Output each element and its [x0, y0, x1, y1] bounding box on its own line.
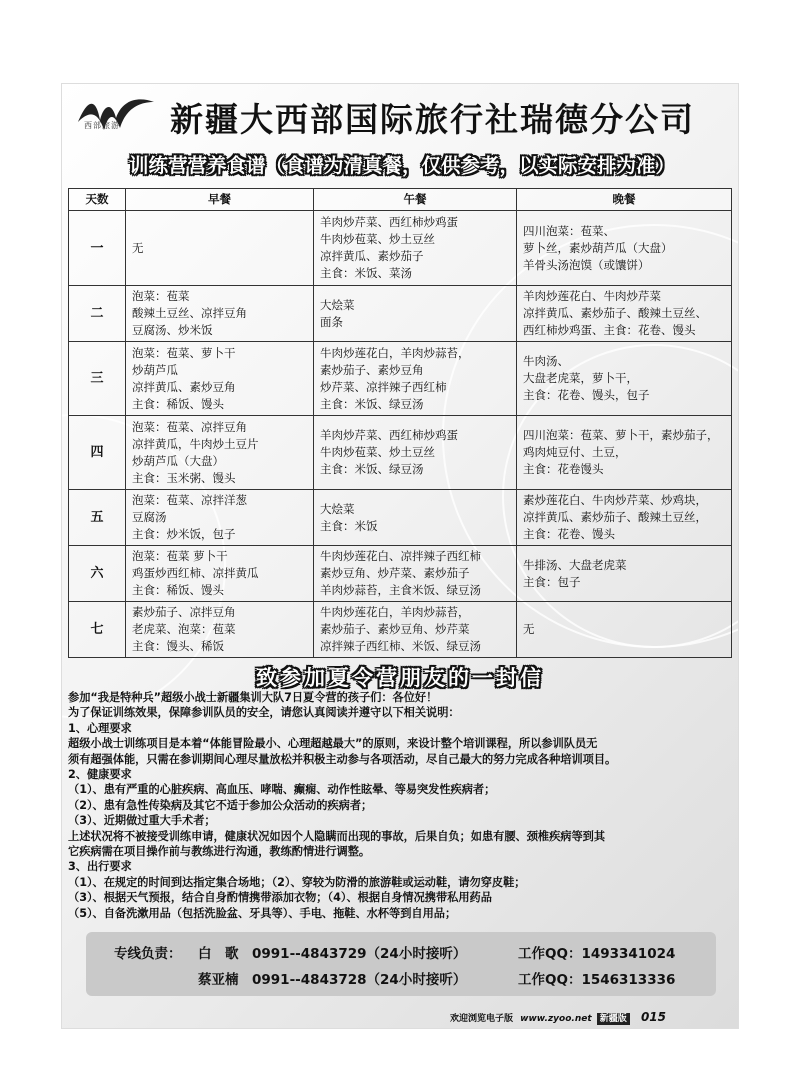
menu-subtitle: 训练营营养食谱（食谱为清真餐，仅供参考，以实际安排为准）	[128, 154, 675, 177]
dinner-cell	[517, 416, 732, 490]
lunch-item: 牛肉炒苞菜、炒土豆丝	[320, 445, 435, 459]
page-number: 015	[640, 1010, 667, 1024]
contact-name: 蔡亚楠	[198, 972, 239, 988]
lunch-cell	[314, 602, 517, 658]
lunch-item: 素炒茄子、素炒豆角、炒芹菜	[320, 622, 470, 636]
breakfast-item: 泡菜：苞菜	[132, 289, 190, 303]
dinner-item: 鸡肉炖豆付、土豆，	[523, 445, 627, 459]
lunch-item: 大烩菜	[320, 297, 355, 312]
breakfast-item: 无	[132, 240, 144, 255]
lunch-cell	[314, 546, 517, 602]
lunch-item: 主食：米饭、菜汤	[320, 266, 412, 280]
dinner-item: 主食：花卷馒头	[523, 462, 604, 476]
breakfast-item: 主食：炒米饭，包子	[132, 527, 236, 541]
footer-text: 欢迎浏览电子版	[450, 1014, 514, 1024]
breakfast-item: 素炒茄子、凉拌豆角	[132, 605, 236, 619]
footer-badge: 新疆版	[597, 1013, 630, 1025]
lunch-item: 牛肉炒莲花白，羊肉炒蒜苔，	[320, 605, 470, 619]
breakfast-item: 豆腐汤、炒米饭	[132, 323, 213, 337]
lunch-cell	[314, 416, 517, 490]
breakfast-cell	[126, 546, 314, 602]
lunch-item: 牛肉炒莲花白、凉拌辣子西红柿	[320, 549, 481, 563]
letter-line: 2、健康要求	[68, 768, 132, 782]
breakfast-item: 泡菜：苞菜、凉拌豆角	[132, 419, 247, 434]
breakfast-cell	[126, 211, 314, 286]
breakfast-item: 豆腐汤	[132, 510, 167, 524]
lunch-cell	[314, 342, 517, 416]
breakfast-item: 凉拌黄瓜，牛肉炒土豆片	[132, 436, 259, 451]
footer-url[interactable]: www.zyoo.net	[520, 1014, 592, 1024]
breakfast-item: 主食：稀饭、馒头	[132, 583, 224, 597]
dinner-item: 主食：花卷、馒头，包子	[523, 388, 650, 402]
header-lunch: 午餐	[314, 189, 517, 211]
lunch-item: 炒芹菜、凉拌辣子西红柿	[320, 379, 447, 394]
contact-row	[86, 968, 716, 990]
menu-row	[69, 416, 732, 490]
contact-label: 专线负责：	[114, 946, 182, 962]
day-cell: 一	[69, 211, 126, 286]
dinner-item: 主食：包子	[523, 574, 581, 589]
company-name: 新疆大西部国际旅行社瑞德分公司	[170, 100, 695, 139]
day-cell: 七	[69, 602, 126, 658]
dinner-cell	[517, 602, 732, 658]
dinner-cell	[517, 546, 732, 602]
contact-name: 白 歌	[198, 946, 239, 962]
lunch-item: 牛肉炒莲花白，羊肉炒蒜苔，	[320, 345, 470, 360]
letter-title: 致参加夏令营朋友的一封信	[256, 666, 544, 690]
lunch-cell	[314, 211, 517, 286]
breakfast-item: 凉拌黄瓜、素炒豆角	[132, 379, 236, 394]
company-logo-icon	[74, 94, 156, 144]
breakfast-item: 炒葫芦瓜	[132, 362, 178, 377]
lunch-item: 大烩菜	[320, 501, 355, 516]
breakfast-item: 老虎菜、泡菜：苞菜	[132, 622, 236, 636]
letter-line: （3）、近期做过重大手术者；	[68, 814, 216, 828]
letter-line: （2）、患有急性传染病及其它不适于参加公众活动的疾病者；	[68, 798, 373, 812]
letter-line: 超级小战士训练项目是本着“体能冒险最小、心理超越最大”的原则，来设计整个培训课程，所以参训队员无	[68, 737, 598, 751]
breakfast-cell	[126, 490, 314, 546]
day-cell: 六	[69, 546, 126, 602]
menu-table	[68, 188, 732, 658]
letter-line: 上述状况将不被接受训练申请，健康状况如因个人隐瞒而出现的事故，后果自负；如患有腰、颈椎疾病等到其	[68, 829, 606, 843]
contact-phone: 0991--4843728（24小时接听）	[252, 972, 467, 988]
menu-row	[69, 602, 732, 658]
menu-row	[69, 286, 732, 342]
lunch-item: 凉拌黄瓜、素炒茄子	[320, 249, 424, 263]
day-cell: 四	[69, 416, 126, 490]
lunch-item: 羊肉炒蒜苔，主食米饭、绿豆汤	[320, 583, 481, 597]
logo-text: 西部旅游	[84, 121, 120, 130]
letter-line: 须有超强体能，只需在参训期间心理尽量放松并积极主动参与各项活动，尽自己最大的努力完成各种培训项目。	[68, 752, 617, 766]
letter-line: （3）、根据天气预报，结合自身酌情携带添加衣物；（4）、根据自身情况携带私用药品	[68, 891, 492, 905]
lunch-item: 主食：米饭、绿豆汤	[320, 462, 424, 476]
dinner-cell	[517, 286, 732, 342]
letter-body	[68, 690, 736, 921]
page	[62, 84, 738, 1028]
lunch-item: 素炒茄子、素炒豆角	[320, 362, 424, 377]
lunch-cell	[314, 490, 517, 546]
contact-qq: 工作QQ：1546313336	[518, 972, 676, 988]
breakfast-item: 泡菜：苞菜、凉拌洋葱	[132, 493, 247, 507]
dinner-item: 四川泡菜：苞菜、	[523, 223, 615, 238]
contact-qq: 工作QQ：1493341024	[518, 946, 676, 962]
letter-line: 参加“我是特种兵”超级小战士新疆集训大队7日夏令营的孩子们：各位好！	[68, 691, 438, 704]
menu-row	[69, 211, 732, 286]
header-day: 天数	[69, 189, 126, 211]
breakfast-item: 主食：玉米粥、馒头	[132, 470, 236, 485]
breakfast-cell	[126, 416, 314, 490]
breakfast-item: 泡菜：苞菜 萝卜干	[132, 549, 228, 563]
menu-row	[69, 546, 732, 602]
menu-row	[69, 490, 732, 546]
breakfast-item: 主食：稀饭、馒头	[132, 396, 224, 411]
day-cell: 二	[69, 286, 126, 342]
dinner-cell	[517, 490, 732, 546]
dinner-item: 牛肉汤、	[523, 354, 569, 368]
breakfast-item: 酸辣土豆丝、凉拌豆角	[132, 306, 247, 320]
menu-row	[69, 342, 732, 416]
breakfast-item: 泡菜：苞菜、萝卜干	[132, 345, 236, 360]
header	[62, 84, 738, 154]
menu-body	[69, 211, 732, 658]
breakfast-cell	[126, 286, 314, 342]
footer	[450, 1010, 666, 1024]
dinner-item: 无	[523, 622, 535, 636]
dinner-item: 大盘老虎菜，萝卜干，	[523, 371, 638, 385]
letter-line: （5）、自备洗漱用品（包括洗脸盆、牙具等）、手电、拖鞋、水杯等到自用品；	[68, 906, 457, 920]
lunch-item: 面条	[320, 314, 343, 329]
lunch-item: 牛肉炒苞菜、炒土豆丝	[320, 232, 435, 246]
breakfast-cell	[126, 342, 314, 416]
dinner-item: 萝卜丝，素炒葫芦瓜（大盘）	[523, 240, 673, 255]
dinner-item: 素炒莲花白、牛肉炒芹菜、炒鸡块，	[523, 493, 707, 507]
dinner-item: 羊骨头汤泡馍（或馕饼）	[523, 257, 650, 272]
breakfast-cell	[126, 602, 314, 658]
dinner-item: 凉拌黄瓜、素炒茄子、酸辣土豆丝，	[523, 510, 707, 524]
header-breakfast: 早餐	[126, 189, 314, 211]
contact-phone: 0991--4843729（24小时接听）	[252, 946, 467, 962]
letter-line: （1）、在规定的时间到达指定集合场地；（2）、穿较为防滑的旅游鞋或运动鞋，请勿穿皮鞋；	[68, 875, 526, 889]
letter-line: 为了保证训练效果，保障参训队员的安全，请您认真阅读并遵守以下相关说明：	[68, 706, 460, 720]
breakfast-item: 鸡蛋炒西红柿、凉拌黄瓜	[132, 566, 259, 580]
dinner-item: 西红柿炒鸡蛋、主食：花卷、馒头	[523, 323, 696, 337]
breakfast-item: 炒葫芦瓜（大盘）	[132, 453, 224, 468]
dinner-item: 凉拌黄瓜、素炒茄子、酸辣土豆丝、	[523, 306, 707, 320]
dinner-item: 牛排汤、大盘老虎菜	[523, 557, 627, 572]
lunch-item: 凉拌辣子西红柿、米饭、绿豆汤	[320, 639, 481, 653]
letter-line: 它疾病需在项目操作前与教练进行沟通，教练酌情进行调整。	[68, 845, 371, 859]
day-cell: 三	[69, 342, 126, 416]
contact-row	[86, 942, 716, 964]
letter-line: 1、心理要求	[68, 721, 132, 735]
breakfast-item: 主食：馒头、稀饭	[132, 639, 224, 653]
dinner-item: 四川泡菜：苞菜、萝卜干，素炒茄子，	[523, 428, 719, 442]
day-cell: 五	[69, 490, 126, 546]
letter-line: 3、出行要求	[68, 860, 132, 874]
lunch-cell	[314, 286, 517, 342]
lunch-item: 素炒豆角、炒芹菜、素炒茄子	[320, 566, 470, 580]
lunch-item: 主食：米饭、绿豆汤	[320, 396, 424, 411]
dinner-item: 主食：花卷、馒头	[523, 527, 615, 541]
letter-line: （1）、患有严重的心脏疾病、高血压、哮喘、癫痫、动作性眩晕、等易突发性疾病者；	[68, 783, 496, 797]
menu-header-row	[69, 189, 732, 211]
contact-box	[86, 932, 716, 996]
lunch-item: 羊肉炒芹菜、西红柿炒鸡蛋	[320, 215, 458, 229]
lunch-item: 羊肉炒芹菜、西红柿炒鸡蛋	[320, 428, 458, 442]
dinner-cell	[517, 342, 732, 416]
dinner-item: 羊肉炒莲花白、牛肉炒芹菜	[523, 289, 661, 303]
dinner-cell	[517, 211, 732, 286]
header-dinner: 晚餐	[517, 189, 732, 211]
lunch-item: 主食：米饭	[320, 518, 378, 533]
